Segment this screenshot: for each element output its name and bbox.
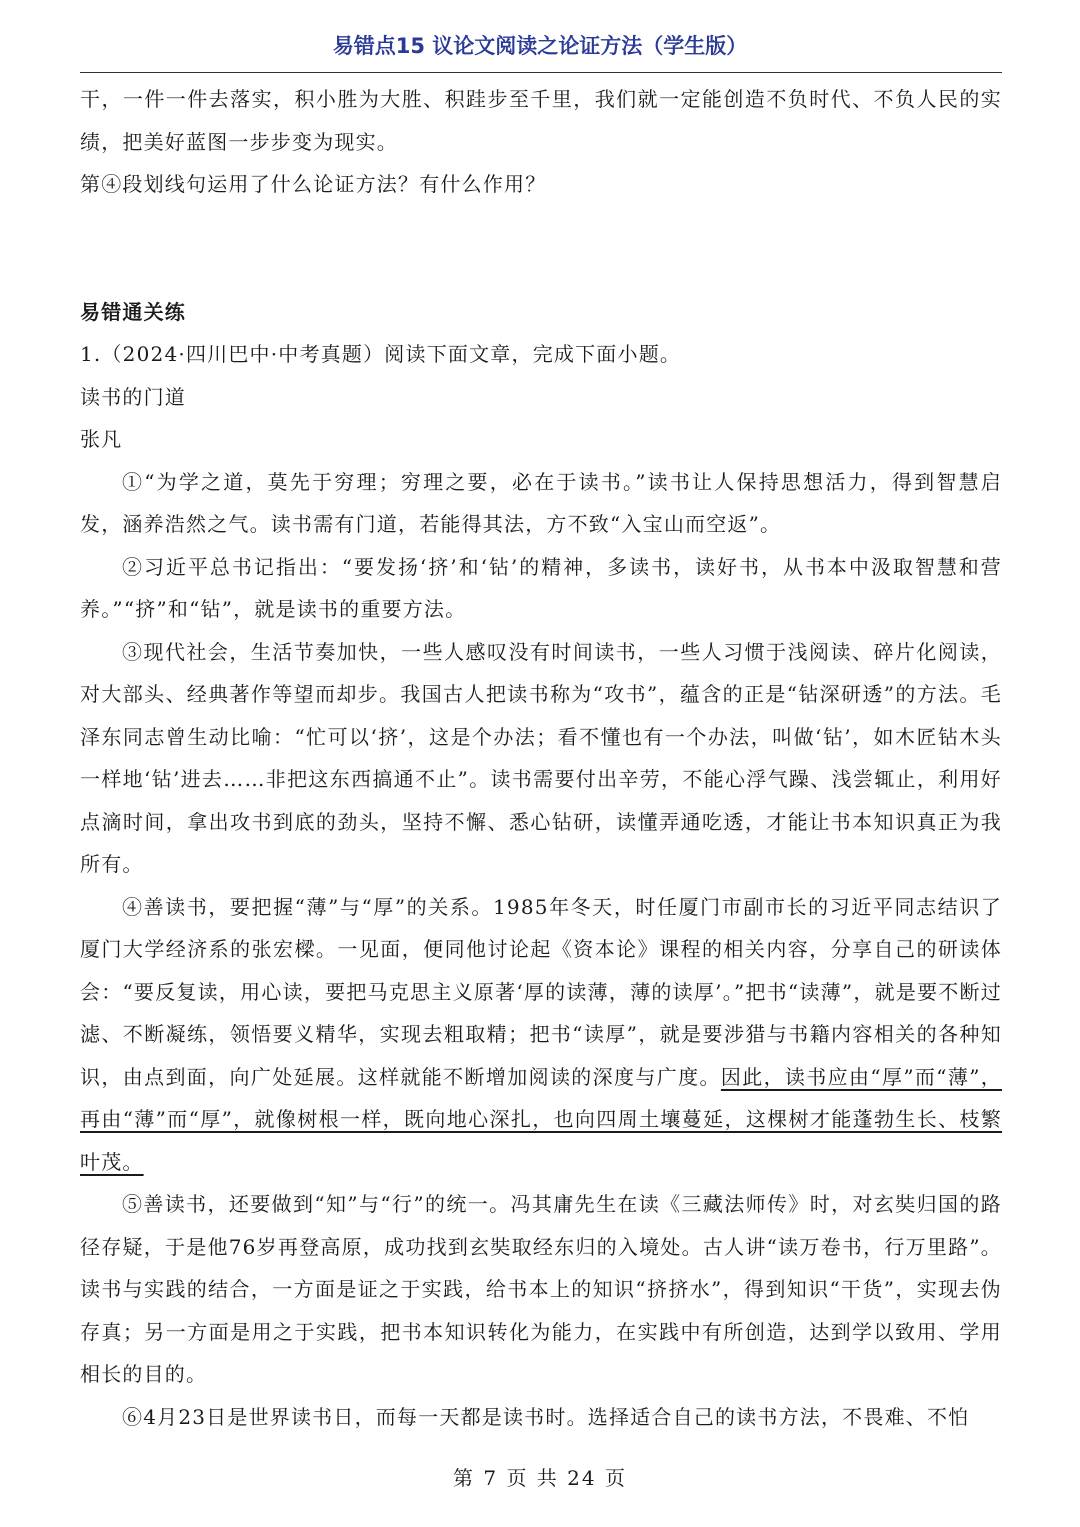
paragraph-2: ②习近平总书记指出：“要发扬‘挤’和‘钻’的精神，多读书，读好书，从书本中汲取智慧和营养。”“挤”和“钻”，就是读书的重要方法。	[80, 554, 1002, 621]
paragraph-3: ③现代社会，生活节奏加快，一些人感叹没有时间读书，一些人习惯于浅阅读、碎片化阅读，对大部头、经典著作等望而却步。我国古人把读书称为“攻书”，蕴含的正是“钻深研透”的方法。毛泽东同志曾生动比喻：“忙可以‘挤’，这是个办法；看不懂也有一个办法，叫做‘钻’，如木匠钻木头一样地‘钻’进去……非把这东西搞通不止”。读书需要付出辛劳，不能心浮气躁、浅尝辄止，利用好点滴时间，拿出攻书到底的劲头，坚持不懈、悉心钻研，读懂弄通吃透，才能让书本知识真正为我所有。	[80, 639, 1002, 876]
header-divider	[80, 72, 1002, 73]
section-spacer	[80, 206, 1002, 291]
document-body	[80, 78, 1002, 1438]
problem-intro: 1.（2024·四川巴中·中考真题）阅读下面文章，完成下面小题。	[80, 342, 682, 366]
paragraph-5: ⑤善读书，还要做到“知”与“行”的统一。冯其庸先生在读《三藏法师传》时，对玄奘归国的路径存疑，于是他76岁再登高原，成功找到玄奘取经东归的入境处。古人讲“读万卷书，行万里路”。读书与实践的结合，一方面是证之于实践，给书本上的知识“挤挤水”，得到知识“干货”，实现去伪存真；另一方面是用之于实践，把书本知识转化为能力，在实践中有所创造，达到学以致用、学用相长的目的。	[80, 1192, 1002, 1386]
previous-question-continuation: 干，一件一件去落实，积小胜为大胜、积跬步至千里，我们就一定能创造不负时代、不负人民的实绩，把美好蓝图一步步变为现实。	[80, 87, 1002, 154]
previous-question-prompt: 第④段划线句运用了什么论证方法？有什么作用？	[80, 172, 547, 196]
paragraph-6: ⑥4月23日是世界读书日，而每一天都是读书时。选择适合自己的读书方法，不畏难、不怕	[122, 1404, 970, 1429]
paragraph-4-underlined-sentence: 因此，读书应由“厚”而“薄”，再由“薄”而“厚”，就像树根一样，既向地心深扎，也向四周土壤蔓延，这棵树才能蓬勃生长、枝繁叶茂。	[80, 1064, 1002, 1174]
section-title: 易错通关练	[80, 299, 186, 324]
paragraph-4	[80, 886, 1002, 1184]
paragraph-4-text: ④善读书，要把握“薄”与“厚”的关系。1985年冬天，时任厦门市副市长的习近平同志结识了厦门大学经济系的张宏樑。一见面，便同他讨论起《资本论》课程的相关内容，分享自己的研读体会：“要反复读，用心读，要把马克思主义原著‘厚的读薄，薄的读厚’。”把书“读薄”，就是要不断过滤、不断凝练，领悟要义精华，实现去粗取精；把书“读厚”，就是要涉猎与书籍内容相关的各种知识，由点到面，向广处延展。这样就能不断增加阅读的深度与广度。	[80, 894, 1002, 1089]
paragraph-1: ①“为学之道，莫先于穷理；穷理之要，必在于读书。”读书让人保持思想活力，得到智慧启发，涵养浩然之气。读书需有门道，若能得其法，方不致“入宝山而空返”。	[80, 469, 1002, 536]
page-number-footer: 第 7 页 共 24 页	[453, 1466, 627, 1490]
article-title: 读书的门道	[80, 384, 186, 409]
page-header-title: 易错点15 议论文阅读之论证方法（学生版）	[332, 34, 748, 58]
article-author: 张凡	[80, 427, 123, 451]
